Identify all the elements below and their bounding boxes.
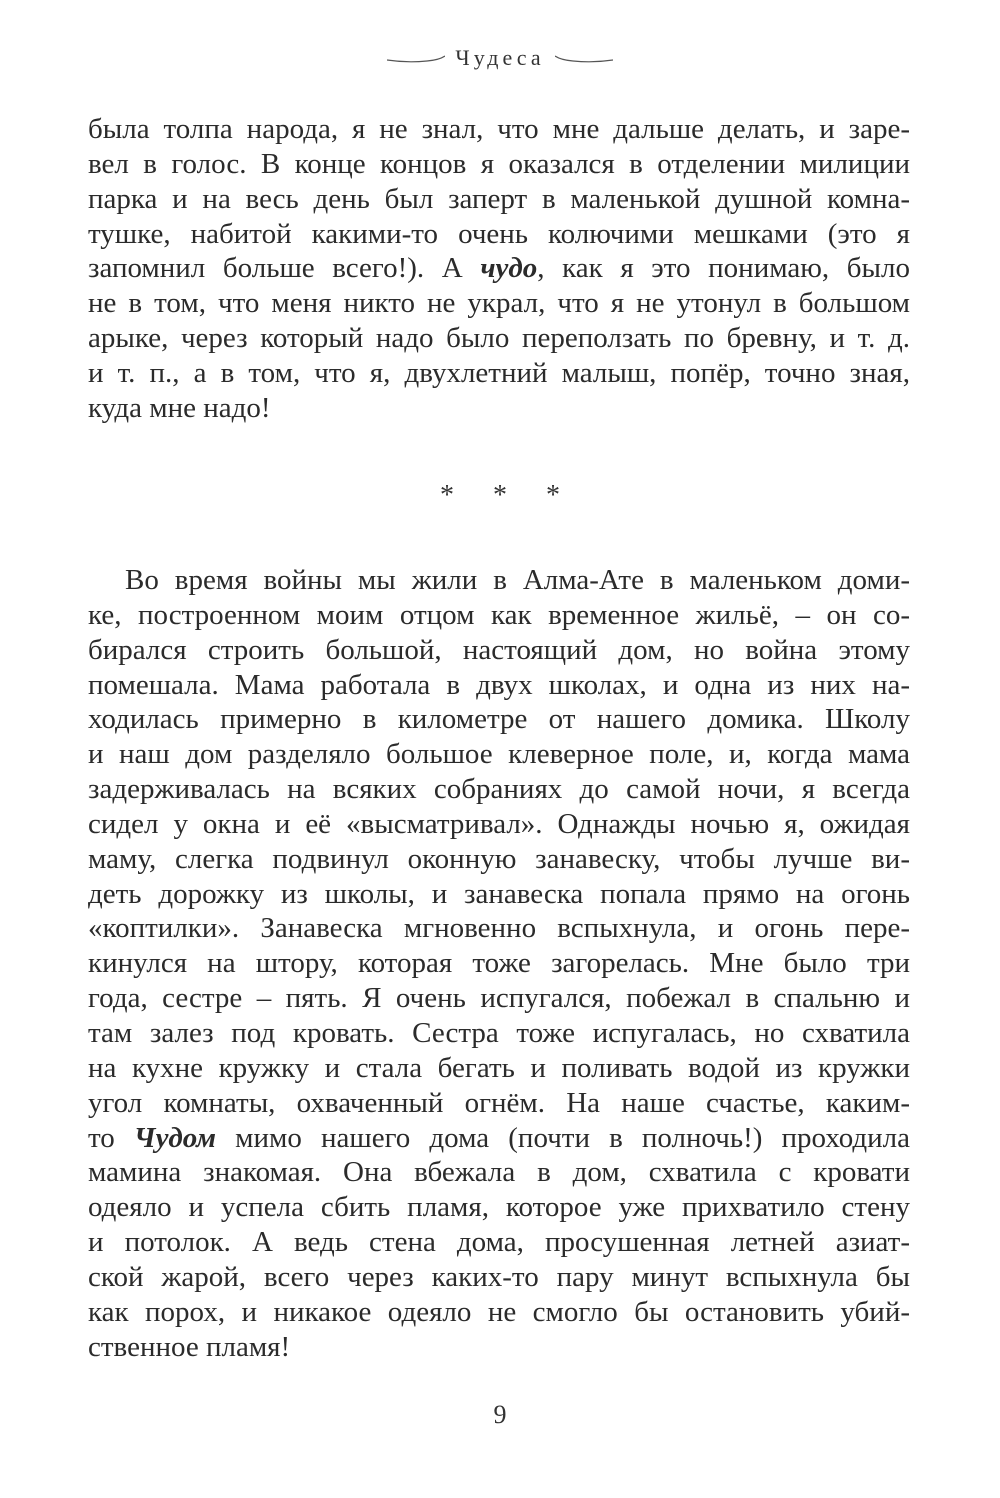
text-line: арыке, через который надо было переползать по бревну, и т. д. (88, 322, 910, 355)
text-line: помешала. Мама работала в двух школах, и одна из них на- (88, 668, 910, 701)
text-line: угол комнаты, охваченный огнём. На наше счастье, каким- (88, 1086, 910, 1119)
decorative-swash-left (387, 51, 445, 65)
text-line: года, сестре – пять. Я очень испугался, побежал в спальню и (88, 982, 910, 1015)
text-line: как порох, и никакое одеяло не смогло бы остановить убий- (88, 1295, 910, 1328)
text-line: не в том, что меня никто не украл, что я не утонул в большом (88, 287, 910, 320)
text-fragment: мимо нашего дома (почти в полночь!) проходила (216, 1121, 911, 1154)
text-line: ственное пламя! (88, 1330, 291, 1363)
emphasized-word: чудо (480, 252, 538, 285)
text-line: маму, слегка подвинул оконную занавеску, чтобы лучше ви- (88, 842, 910, 875)
text-line: и т. п., а в том, что я, двухлетний малыш, попёр, точно зная, (88, 356, 910, 389)
text-fragment: то (88, 1121, 134, 1154)
text-line: и потолок. А ведь стена дома, просушенная летней азиат- (88, 1226, 910, 1259)
emphasized-word: Чудом (133, 1121, 217, 1154)
text-fragment: запомнил больше всего!). А (88, 252, 481, 285)
text-line: куда мне надо! (88, 391, 271, 424)
text-line: ке, построенном моим отцом как временное жильё, – он со- (88, 598, 910, 631)
text-line: задерживалась на всяких собраниях до самой ночи, я всегда (88, 773, 910, 806)
text-line: и наш дом разделяло большое клеверное поле, и, когда мама (88, 738, 910, 771)
text-line: на кухне кружку и стала бегать и поливать водой из кружки (88, 1051, 910, 1084)
text-line: кинулся на штору, которая тоже загорелась. Мне было три (88, 947, 910, 980)
section-break: * * * (440, 480, 576, 511)
text-line: сидел у окна и её «высматривал». Однажды ночью я, ожидая (88, 807, 910, 840)
running-head-title: Чудеса (455, 45, 545, 70)
text-line: там залез под кровать. Сестра тоже испугалась, но схватила (88, 1016, 910, 1049)
text-fragment: , как я это понимаю, было (537, 252, 910, 285)
text-line: бирался строить большой, настоящий дом, но война этому (88, 633, 910, 666)
text-line: вел в голос. В конце концов я оказался в отделении милиции (88, 147, 910, 180)
text-line (88, 251, 910, 286)
text-line: ской жарой, всего через каких-то пару минут вспыхнула бы (88, 1260, 910, 1293)
paragraph-1 (88, 112, 910, 426)
running-head (0, 38, 1000, 78)
text-line: одеяло и успела сбить пламя, которое уже прихватило стену (88, 1191, 910, 1224)
text-line: мамина знакомая. Она вбежала в дом, схватила с кровати (88, 1156, 910, 1189)
text-line: деть дорожку из школы, и занавеска попала прямо на огонь (88, 877, 910, 910)
text-line: ходилась примерно в километре от нашего домика. Школу (88, 703, 910, 736)
text-line (88, 1121, 910, 1156)
paragraph-2 (88, 563, 910, 1364)
text-line: была толпа народа, я не знал, что мне дальше делать, и заре- (88, 113, 910, 145)
text-line: Во время войны мы жили в Алма-Ате в маленьком доми- (125, 564, 910, 596)
text-line: «коптилки». Занавеска мгновенно вспыхнула, и огонь пере- (88, 912, 910, 945)
page-number: 9 (493, 1400, 507, 1429)
text-line: тушке, набитой какими-то очень колючими мешками (это я (88, 217, 910, 250)
decorative-swash-right (555, 51, 613, 65)
text-line: парка и на весь день был заперт в маленькой душной комна- (88, 182, 910, 215)
